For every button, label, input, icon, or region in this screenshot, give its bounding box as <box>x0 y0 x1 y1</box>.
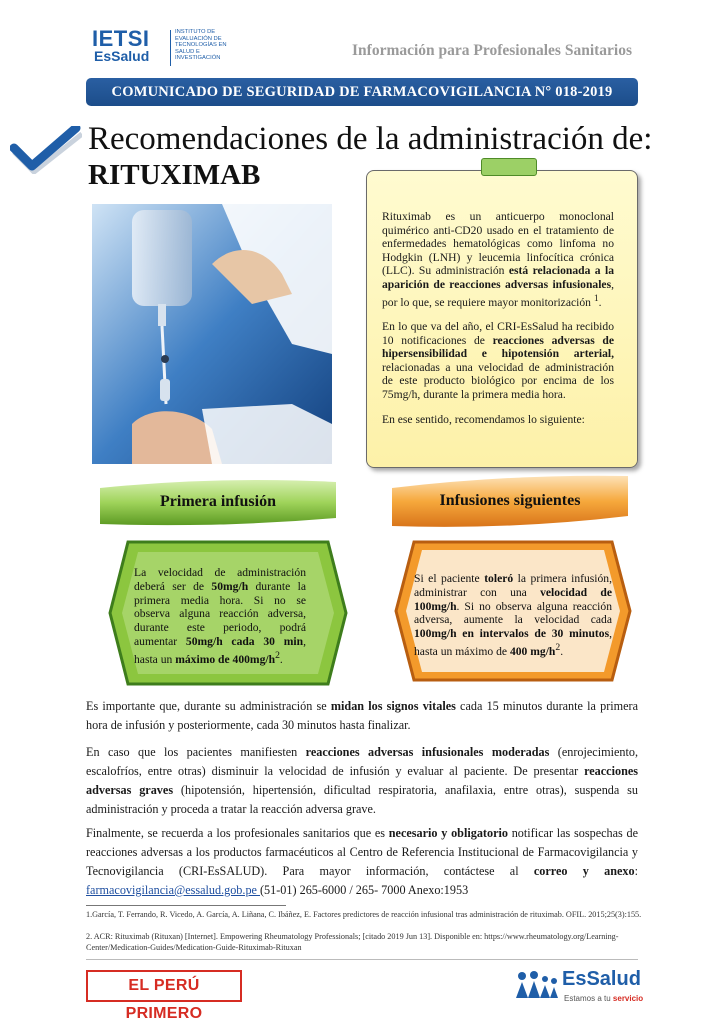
checkmark-icon <box>10 126 82 174</box>
essalud-tagline: Estamos a tu servicio <box>564 994 644 1003</box>
info-paragraph-2: En lo que va del año, el CRI-EsSalud ha recibido 10 notificaciones de reacciones adversas de hipersensibilidad e hipotensión arterial, relacionadas a una velocidad de administración de este producto biológico por encima de los 75mg/h, durante la primera media hora. <box>382 320 615 401</box>
logo-subtitle: INSTITUTO DE EVALUACIÓN DE TECNOLOGÍAS EN SALUD E INVESTIGACIÓN <box>175 29 227 61</box>
drug-name: RITUXIMAB <box>88 159 261 191</box>
body-paragraph-3: Finalmente, se recuerda a los profesionales sanitarios que es necesario y obligatorio notificar las sospechas de reacciones adversas a los productos farmacéuticos al Centro de Referencia Institucional de Farmacovigilancia y Tecnovigilancia (CRI-EsSALUD). Para mayor información, contáctese al correo y anexo: farmacovigilancia@essalud.gob.pe (51-01) 265-6000 / 265- 7000 Anexo:1953 <box>86 826 639 897</box>
footer-divider <box>86 959 638 960</box>
logo-main: IETSI <box>92 26 150 51</box>
info-box-tab <box>481 158 537 176</box>
family-icon <box>514 970 560 1000</box>
essalud-name: EsSalud <box>562 968 641 990</box>
next-infusion-label: Infusiones siguientes <box>439 492 581 509</box>
header-title: Información para Profesionales Sanitarios <box>352 42 632 59</box>
footnote-divider <box>86 905 286 906</box>
info-box-text <box>382 210 614 437</box>
info-paragraph-1: Rituximab es un anticuerpo monoclonal quimérico anti-CD20 usado en el tratamiento de enfermedades hematológicas como linfoma no Hodgkin (LNH) y leucemia linfocítica crónica (LLC). Su administración está relacionada a la aparición de reacciones adversas infusionales, por lo que, se requiere mayor monitorización $^1$. <box>382 210 614 309</box>
page-title: Recomendaciones de la administración de: <box>88 121 653 157</box>
next-infusion-text: Si el paciente toleró la primera infusión, administrar con una velocidad de 100mg/h. Si no observa alguna reacción adversa, aumente la velocidad cada 100mg/h en intervalos de 30 minutos, hasta un máximo de 400 $mg/h^2$. <box>414 572 612 658</box>
footnote-1: 1.García, T. Ferrando, R. Vicedo, A. García, A. Liñana, C. Ibáñez, E. Factores predictores de reacción infusional tras administración de rituximab. OFIL. 2015;25(3):155. <box>86 910 642 919</box>
essalud-logo <box>514 968 644 1008</box>
ietsi-logo <box>92 26 232 70</box>
iv-drip-photo <box>92 204 332 464</box>
first-infusion-text: La velocidad de administración deberá ser de 50mg/h durante la primera media hora. Si no se observa alguna reacción adversa, durante este periodo, podrá aumentar 50mg/h cada 30 min, hasta un máximo de $400mg/h^2$. <box>134 566 306 666</box>
body-paragraph-2: En caso que los pacientes manifiesten reacciones adversas infusionales moderadas (enrojecimiento, escalofríos, entre otras) disminuir la velocidad de infusión y evaluar al paciente. De presentar reacciones adversas graves (hipotensión, hipertensión, dificultad respiratoria, anafilaxia, entre otras), suspenda su administración y proceda a tratar la reacción adversa grave. <box>86 745 638 816</box>
footnote-2: 2. ACR: Rituximab (Rituxan) [Internet]. Empowering Rheumatology Professionals; [citado 2019 Jun 13]. Disponible en: https://www.rheumatology.org/Learning-Center/Medication-Guides/Medication-Guide-Rituximab-Rituxan <box>86 932 619 952</box>
first-infusion-label: Primera infusión <box>160 493 276 510</box>
email-link[interactable]: farmacovigilancia@essalud.gob.pe <box>86 883 260 897</box>
info-paragraph-3: En ese sentido, recomendamos lo siguiente: <box>382 412 585 426</box>
peru-primero-logo: EL PERÚ PRIMERO <box>86 970 242 1002</box>
logo-essalud: EsSalud <box>94 48 150 64</box>
body-paragraph-1: Es importante que, durante su administración se midan los signos vitales cada 15 minutos durante la primera hora de infusión y posteriormente, cada 30 minutos hasta finalizar. <box>86 699 639 732</box>
logo-divider <box>170 30 171 66</box>
bulletin-banner: COMUNICADO DE SEGURIDAD DE FARMACOVIGILANCIA N° 018-2019 <box>86 78 638 106</box>
